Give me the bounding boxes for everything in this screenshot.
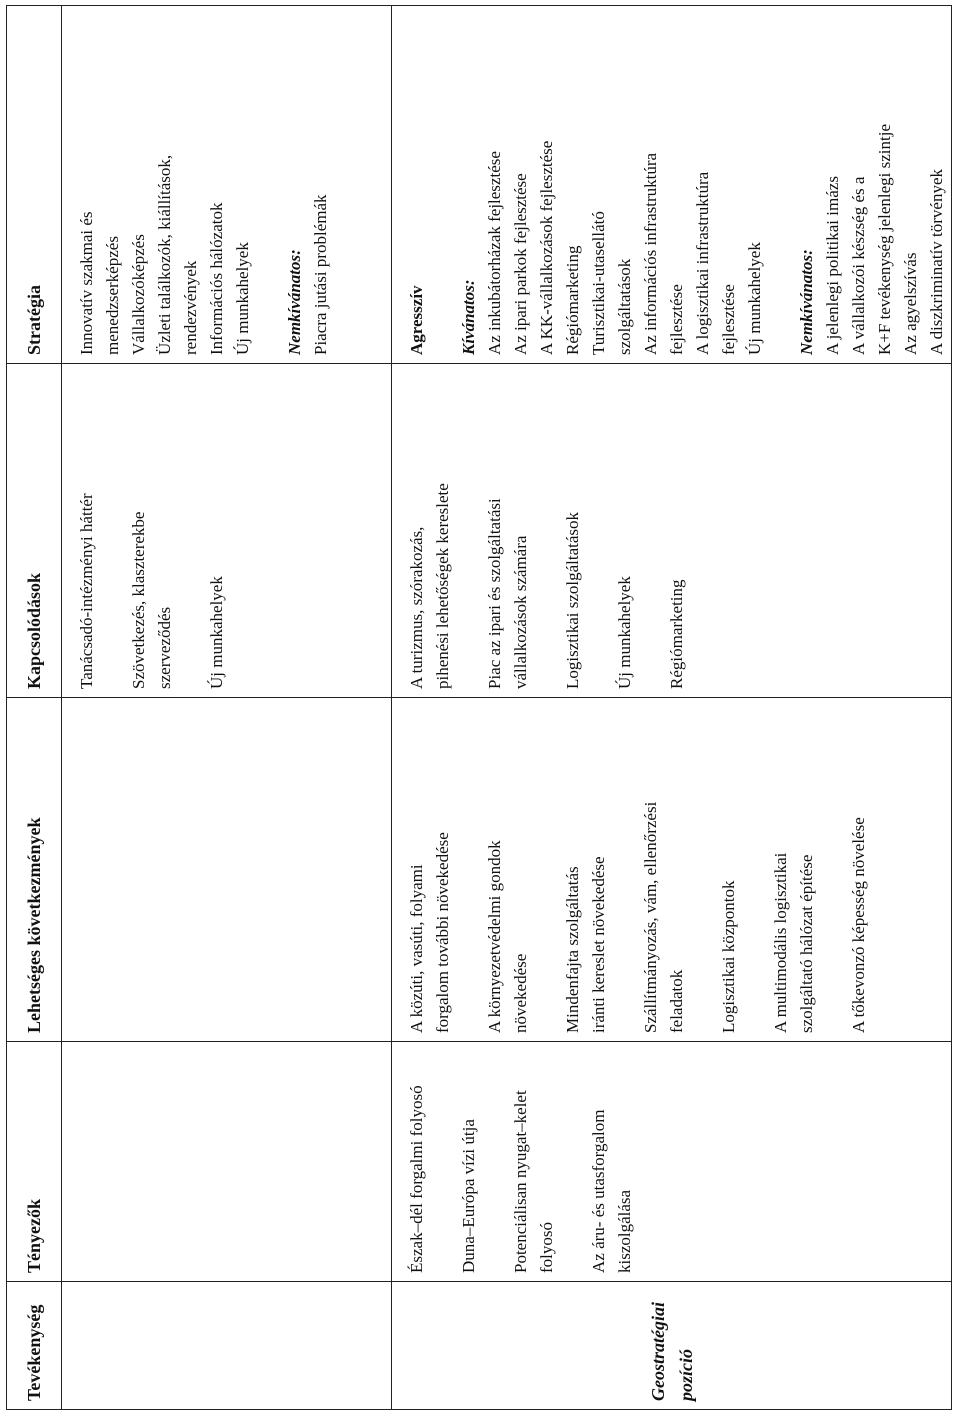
header-row	[7, 6, 62, 1410]
cell-line: fejlesztése	[719, 284, 738, 355]
cell-line: szerveződés	[155, 606, 174, 689]
cell-line: pihenési lehetőségek kereslete	[433, 483, 452, 689]
strategy-table	[6, 5, 952, 1410]
cell-line: Az agyelszívás	[901, 252, 920, 355]
cell-line: kiszolgálása	[615, 1189, 634, 1273]
cell-line: A környezetvédelmi gondok	[485, 840, 504, 1033]
cell-line: A jelenlegi politikai imázs	[823, 176, 842, 355]
cell-line: A tőkevonzó képesség növelése	[849, 817, 868, 1033]
cell-line: feladatok	[667, 969, 686, 1033]
header-kapcsolodasok: Kapcsolódások	[7, 364, 62, 698]
cell-line: Új munkahelyek	[233, 242, 252, 355]
cell-line: Vállalkozóképzés	[129, 234, 148, 355]
row1-kovetkezmenyek-cell	[62, 698, 392, 1042]
category-label: pozíció	[675, 1349, 696, 1401]
cell-line: Észak–dél forgalmi folyosó	[407, 1085, 426, 1273]
cell-line: A KK-vállalkozások fejlesztése	[537, 140, 556, 355]
cell-line: Tanácsadó-intézményi háttér	[77, 493, 96, 689]
desirable-label: Kívánatos:	[459, 279, 478, 355]
header-tevekenyseg: Tevékenység	[7, 1282, 62, 1410]
cell-line: szolgáltató hálózat építése	[797, 854, 816, 1033]
strategy-type: Agresszív	[407, 285, 426, 355]
cell-line: Új munkahelyek	[615, 576, 634, 689]
cell-line: Piac az ipari és szolgáltatási	[485, 498, 504, 689]
cell-line: A diszkriminatív törvények	[927, 168, 946, 355]
row2-kapcsolodasok-cell	[392, 364, 952, 698]
cell-line: menedzserképzés	[103, 236, 122, 355]
cell-line: Logisztikai szolgáltatások	[563, 511, 582, 689]
cell-line: növekedése	[511, 953, 530, 1033]
cell-line: K+F tevékenység jelenlegi szintje	[875, 124, 894, 355]
cell-line: szolgáltatások	[615, 258, 634, 355]
cell-line: Információs hálózatok	[207, 202, 226, 355]
table-row	[62, 6, 392, 1410]
cell-line: Régiómarketing	[563, 245, 582, 355]
undesirable-label: Nemkívánatos:	[797, 249, 816, 355]
cell-line: Az inkubátorházak fejlesztése	[485, 151, 504, 355]
cell-line: forgalom további növekedése	[433, 832, 452, 1033]
cell-line: A multimodális logisztikai	[771, 852, 790, 1033]
cell-line: Az ipari parkok fejlesztése	[511, 173, 530, 355]
undesirable-label: Nemkívánatos:	[285, 249, 304, 355]
cell-line: A vállalkozói készség és a	[849, 176, 868, 355]
header-strategia: Stratégia	[7, 6, 62, 364]
cell-line: Régiómarketing	[667, 579, 686, 689]
cell-line: Szövetkezés, klaszterekbe	[129, 511, 148, 689]
row2-strategia-cell	[392, 6, 952, 364]
cell-line: Duna–Európa vízi útja	[459, 1119, 478, 1273]
cell-line: Piacra jutási problémák	[311, 194, 330, 355]
row2-tevekenyseg-cell	[392, 1282, 952, 1410]
category-label: Geostratégiai	[647, 1302, 668, 1401]
cell-line: Üzleti találkozók, kiállítások,	[155, 154, 174, 355]
cell-line: Szállítmányozás, vám, ellenőrzési	[641, 801, 660, 1033]
cell-line: A közúti, vasúti, folyami	[407, 864, 426, 1033]
cell-line: Potenciálisan nyugat–kelet	[511, 1090, 530, 1273]
cell-line: Az áru- és utasforgalom	[589, 1109, 608, 1273]
cell-line: Innovatív szakmai és	[77, 211, 96, 355]
header-tenyezok: Tényezők	[7, 1042, 62, 1282]
cell-line: vállalkozások számára	[511, 535, 530, 689]
cell-line: folyosó	[537, 1222, 556, 1273]
cell-line: A logisztikai infrastruktúra	[693, 171, 712, 355]
cell-line: Turisztikai-utasellátó	[589, 211, 608, 355]
header-kovetkezmenyek: Lehetséges következmények	[7, 698, 62, 1042]
row1-kapcsolodasok-cell	[62, 364, 392, 698]
cell-line: Logisztikai központok	[719, 880, 738, 1033]
cell-line: rendezvények	[181, 260, 200, 355]
row2-tenyezok-cell	[392, 1042, 952, 1282]
cell-line: Az információs infrastruktúra	[641, 152, 660, 355]
row1-tenyezok-cell	[62, 1042, 392, 1282]
row2-kovetkezmenyek-cell	[392, 698, 952, 1042]
row1-strategia-cell	[62, 6, 392, 364]
cell-line: Új munkahelyek	[745, 242, 764, 355]
table-row	[392, 6, 952, 1410]
cell-line: A turizmus, szórakozás,	[407, 526, 426, 689]
row1-tevekenyseg-cell	[62, 1282, 392, 1410]
cell-line: fejlesztése	[667, 284, 686, 355]
cell-line: Új munkahelyek	[207, 576, 226, 689]
cell-line: Mindenfajta szolgáltatás	[563, 866, 582, 1033]
cell-line: iránti kereslet növekedése	[589, 856, 608, 1033]
